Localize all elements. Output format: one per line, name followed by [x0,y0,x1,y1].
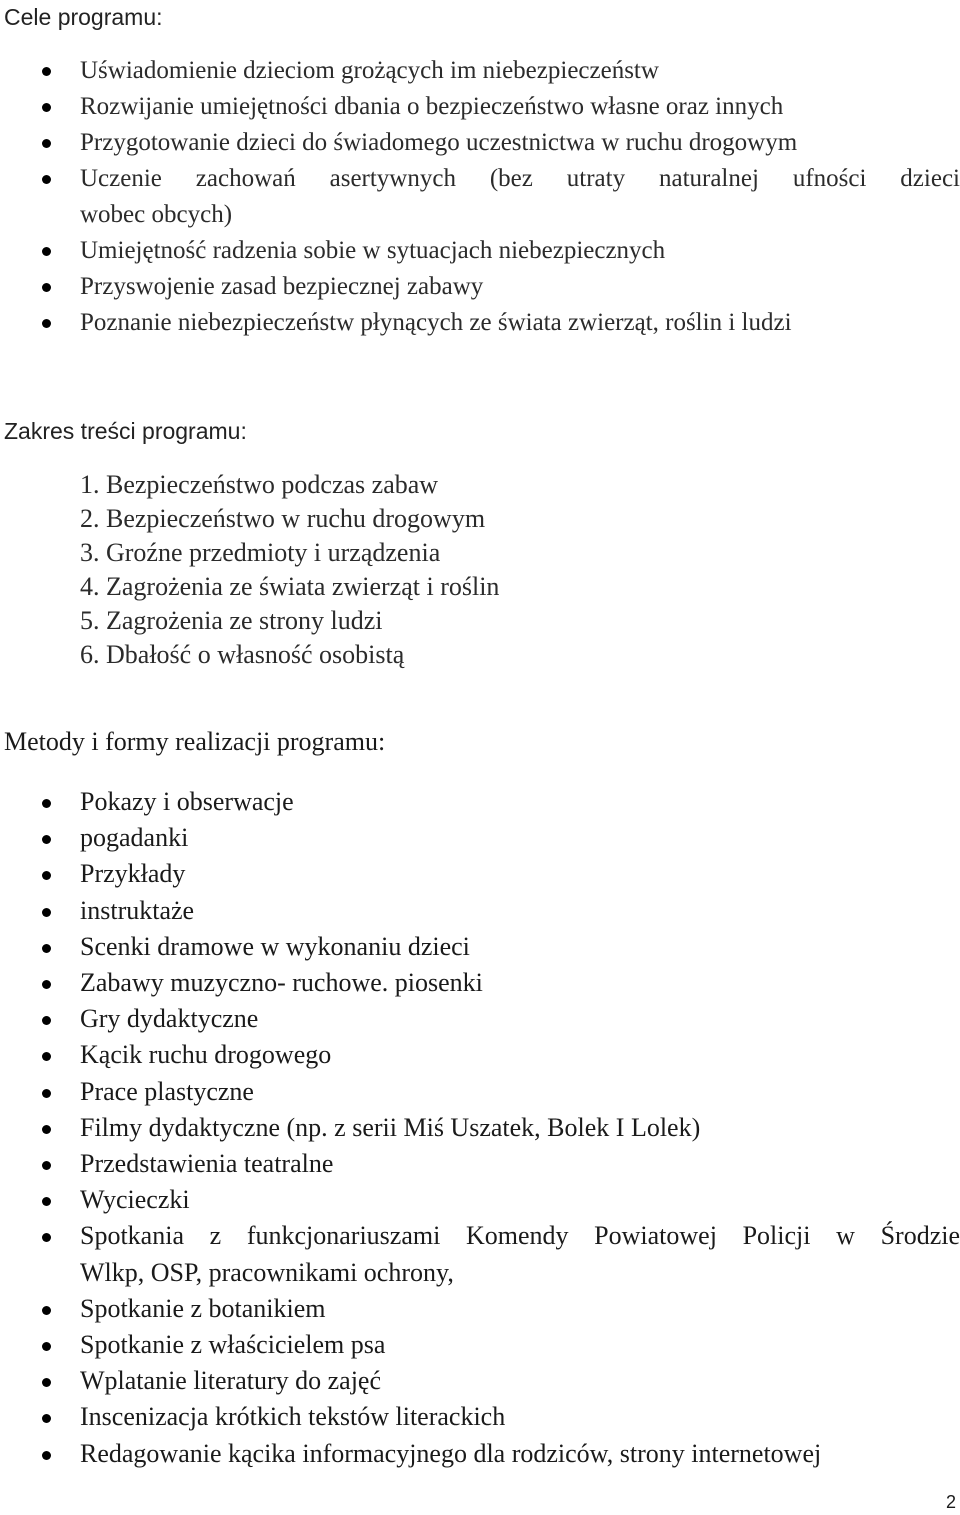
list-item: Poznanie niebezpieczeństw płynących ze świata zwierząt, roślin i ludzi [0,305,960,341]
list-item: 3. Groźne przedmioty i urządzenia [80,538,441,567]
goals-list [0,53,960,341]
methods-heading: Metody i formy realizacji programu: [4,727,386,756]
list-item: Gry dydaktyczne [0,1001,960,1037]
list-item: Pokazy i obserwacje [0,784,960,820]
list-item: Redagowanie kącika informacyjnego dla rodziców, strony internetowej [0,1436,960,1472]
list-item: Prace plastyczne [0,1074,960,1110]
list-item: Kącik ruchu drogowego [0,1037,960,1073]
list-item: Przykłady [0,856,960,892]
list-item [0,161,960,233]
list-item: Zabawy muzyczno- ruchowe. piosenki [0,965,960,1001]
list-item: 2. Bezpieczeństwo w ruchu drogowym [80,504,486,533]
content-list [80,468,499,672]
list-item: 6. Dbałość o własność osobistą [80,640,405,669]
list-item: 4. Zagrożenia ze świata zwierząt i roślin [80,572,500,601]
list-item-continuation: wobec obcych) [80,201,233,228]
list-item: Filmy dydaktyczne (np. z serii Miś Uszatek, Bolek I Lolek) [0,1110,960,1146]
list-item: Spotkanie z botanikiem [0,1291,960,1327]
content-heading: Zakres treści programu: [4,418,247,444]
page-number: 2 [945,1492,956,1512]
list-item: Wplatanie literatury do zajęć [0,1363,960,1399]
list-item [0,1218,960,1290]
list-item: Umiejętność radzenia sobie w sytuacjach niebezpiecznych [0,233,960,269]
list-item: Przyswojenie zasad bezpiecznej zabawy [0,269,960,305]
list-item: Przygotowanie dzieci do świadomego uczestnictwa w ruchu drogowym [0,125,960,161]
list-item: pogadanki [0,820,960,856]
list-item: Wycieczki [0,1182,960,1218]
list-item: 5. Zagrożenia ze strony ludzi [80,606,383,635]
list-item: instruktaże [0,893,960,929]
list-item: Rozwijanie umiejętności dbania o bezpieczeństwo własne oraz innych [0,89,960,125]
list-item-text: Uczenie zachowań asertywnych (bez utraty naturalnej ufności dzieci [80,165,960,192]
list-item: Scenki dramowe w wykonaniu dzieci [0,929,960,965]
list-item-text: Spotkania z funkcjonariuszami Komendy Powiatowej Policji w Środzie [80,1221,960,1251]
list-item: 1. Bezpieczeństwo podczas zabaw [80,470,439,499]
list-item: Uświadomienie dzieciom grożących im niebezpieczeństw [0,53,960,89]
list-item: Spotkanie z właścicielem psa [0,1327,960,1363]
methods-list [0,784,960,1472]
list-item: Przedstawienia teatralne [0,1146,960,1182]
goals-heading: Cele programu: [4,4,163,30]
list-item: Inscenizacja krótkich tekstów literackich [0,1399,960,1435]
list-item-continuation: Wlkp, OSP, pracownikami ochrony, [80,1257,454,1287]
